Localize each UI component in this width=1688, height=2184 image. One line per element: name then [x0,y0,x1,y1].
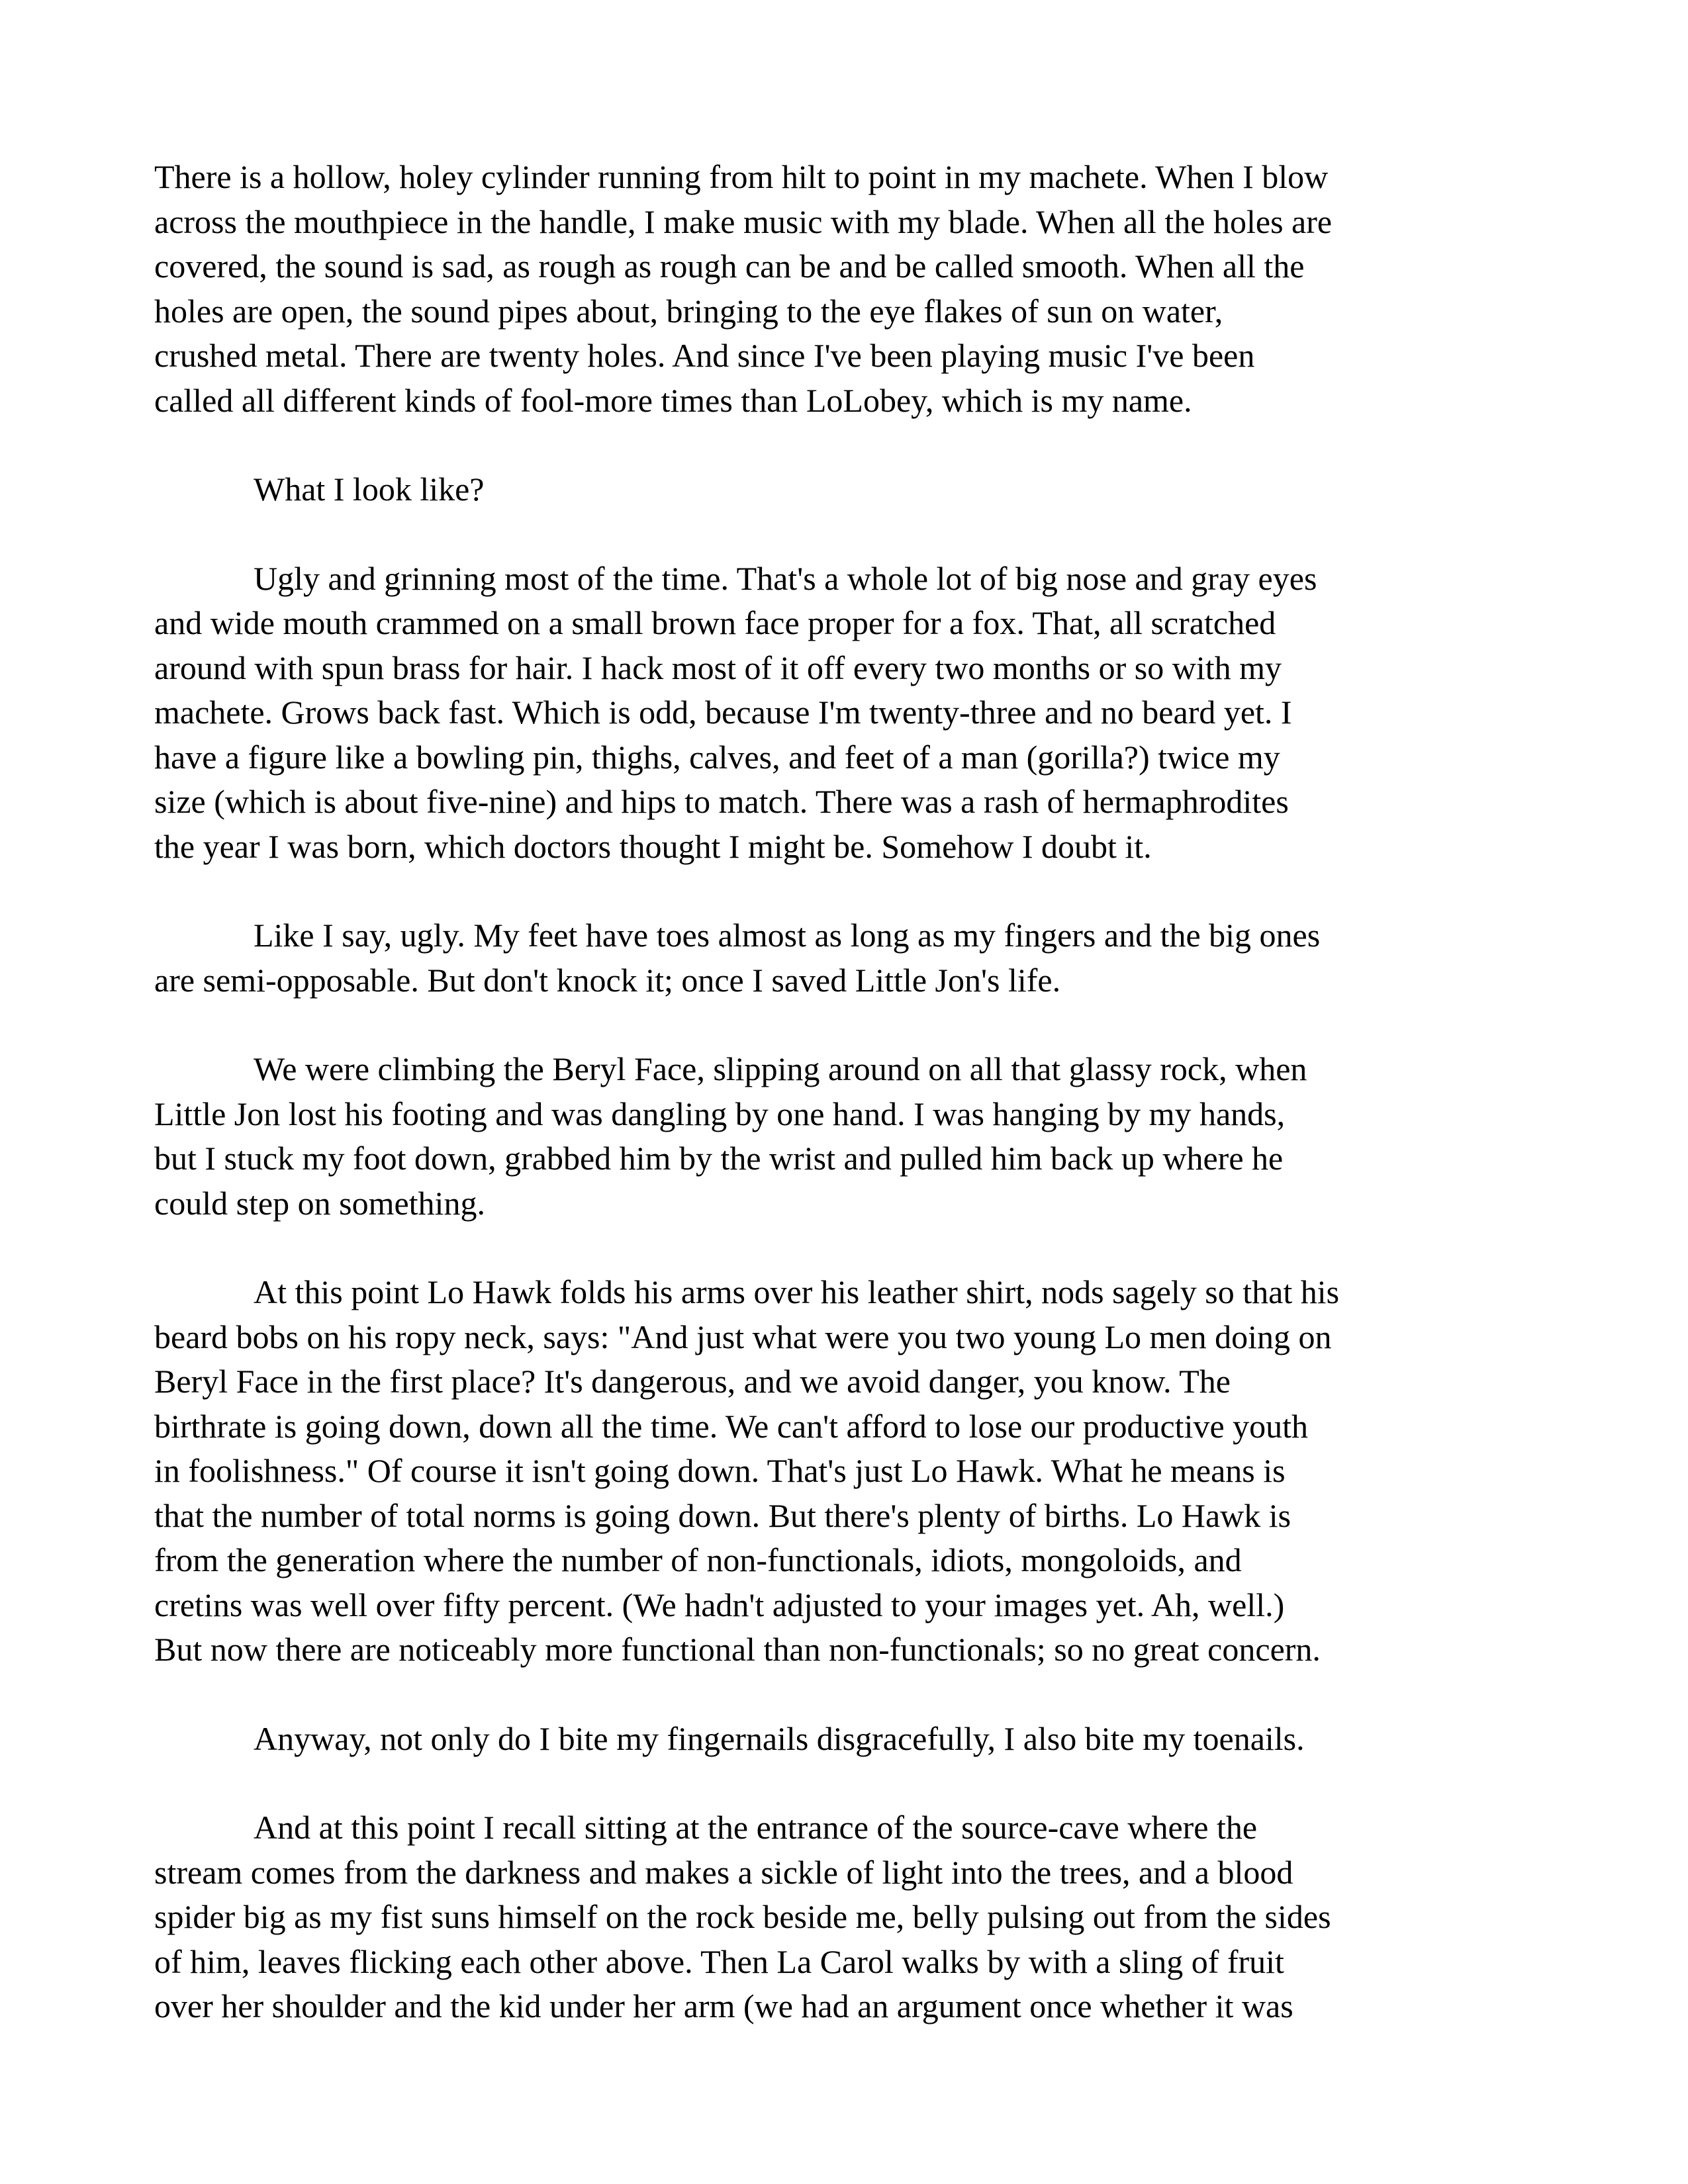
line-text: Like I say, ugly. My feet have toes almost as long as my fingers and the big ones [254,917,1321,954]
paragraph-4 [154,913,1538,1003]
text-line: crushed metal. There are twenty holes. And since I've been playing music I've been [154,337,1255,374]
document-page [154,155,1538,2029]
paragraph-7 [154,1717,1538,1762]
text-line: stream comes from the darkness and makes a sickle of light into the trees, and a blood [154,1853,1293,1891]
text-line: the year I was born, which doctors thought I might be. Somehow I doubt it. [154,827,1152,865]
line-text: Ugly and grinning most of the time. That's a whole lot of big nose and gray eyes [254,559,1317,597]
line-text: What I look like? [254,471,485,508]
text-line [154,467,1538,512]
text-line: could step on something. [154,1184,485,1222]
paragraph-3 [154,557,1538,870]
text-line: in foolishness." Of course it isn't going down. That's just Lo Hawk. What he means is [154,1452,1286,1489]
line-text: At this point Lo Hawk folds his arms over his leather shirt, nods sagely so that his [254,1273,1340,1310]
text-line: over her shoulder and the kid under her arm (we had an argument once whether it was [154,1987,1293,2025]
text-line [154,557,1538,602]
line-text: And at this point I recall sitting at the entrance of the source-cave where the [254,1809,1258,1846]
text-line [154,1805,1538,1850]
paragraph-1 [154,155,1538,423]
text-line: called all different kinds of fool-more times than LoLobey, which is my name. [154,381,1192,419]
text-line: across the mouthpiece in the handle, I make music with my blade. When all the holes are [154,203,1333,240]
text-line [154,913,1538,958]
line-text: Anyway, not only do I bite my fingernails disgracefully, I also bite my toenails. [254,1719,1305,1757]
text-line: cretins was well over fifty percent. (We hadn't adjusted to your images yet. Ah, well.) [154,1586,1285,1623]
text-line: Beryl Face in the first place? It's dangerous, and we avoid danger, you know. The [154,1363,1231,1400]
text-line: spider big as my fist suns himself on the rock beside me, belly pulsing out from the sides [154,1898,1331,1935]
text-line [154,1270,1538,1315]
text-line: size (which is about five-nine) and hips to match. There was a rash of hermaphrodites [154,783,1289,820]
text-line: and wide mouth crammed on a small brown face proper for a fox. That, all scratched [154,604,1276,641]
paragraph-6 [154,1270,1538,1672]
text-line: have a figure like a bowling pin, thighs, calves, and feet of a man (gorilla?) twice my [154,738,1280,776]
text-line [154,1717,1538,1762]
text-line: But now there are noticeably more functional than non-functionals; so no great concern. [154,1631,1321,1668]
text-line: from the generation where the number of non-functionals, idiots, mongoloids, and [154,1541,1242,1578]
text-line: of him, leaves flicking each other above. Then La Carol walks by with a sling of fruit [154,1942,1284,1980]
text-line: beard bobs on his ropy neck, says: "And just what were you two young Lo men doing on [154,1318,1332,1355]
text-line: covered, the sound is sad, as rough as rough can be and be called smooth. When all the [154,248,1305,285]
paragraph-2 [154,467,1538,512]
text-line: that the number of total norms is going down. But there's plenty of births. Lo Hawk is [154,1496,1291,1534]
line-text: We were climbing the Beryl Face, slipping around on all that glassy rock, when [254,1050,1307,1087]
text-line: around with spun brass for hair. I hack most of it off every two months or so with my [154,649,1282,686]
text-line [154,1047,1538,1092]
text-line: holes are open, the sound pipes about, bringing to the eye flakes of sun on water, [154,292,1223,330]
paragraph-8 [154,1805,1538,2029]
text-line: There is a hollow, holey cylinder running from hilt to point in my machete. When I blow [154,158,1329,195]
text-line: Little Jon lost his footing and was dangling by one hand. I was hanging by my hands, [154,1095,1286,1132]
text-line: birthrate is going down, down all the time. We can't afford to lose our productive youth [154,1407,1309,1445]
text-line: are semi-opposable. But don't knock it; once I saved Little Jon's life. [154,961,1061,999]
paragraph-5 [154,1047,1538,1226]
text-line: but I stuck my foot down, grabbed him by the wrist and pulled him back up where he [154,1140,1284,1177]
text-line: machete. Grows back fast. Which is odd, because I'm twenty-three and no beard yet. I [154,694,1292,731]
